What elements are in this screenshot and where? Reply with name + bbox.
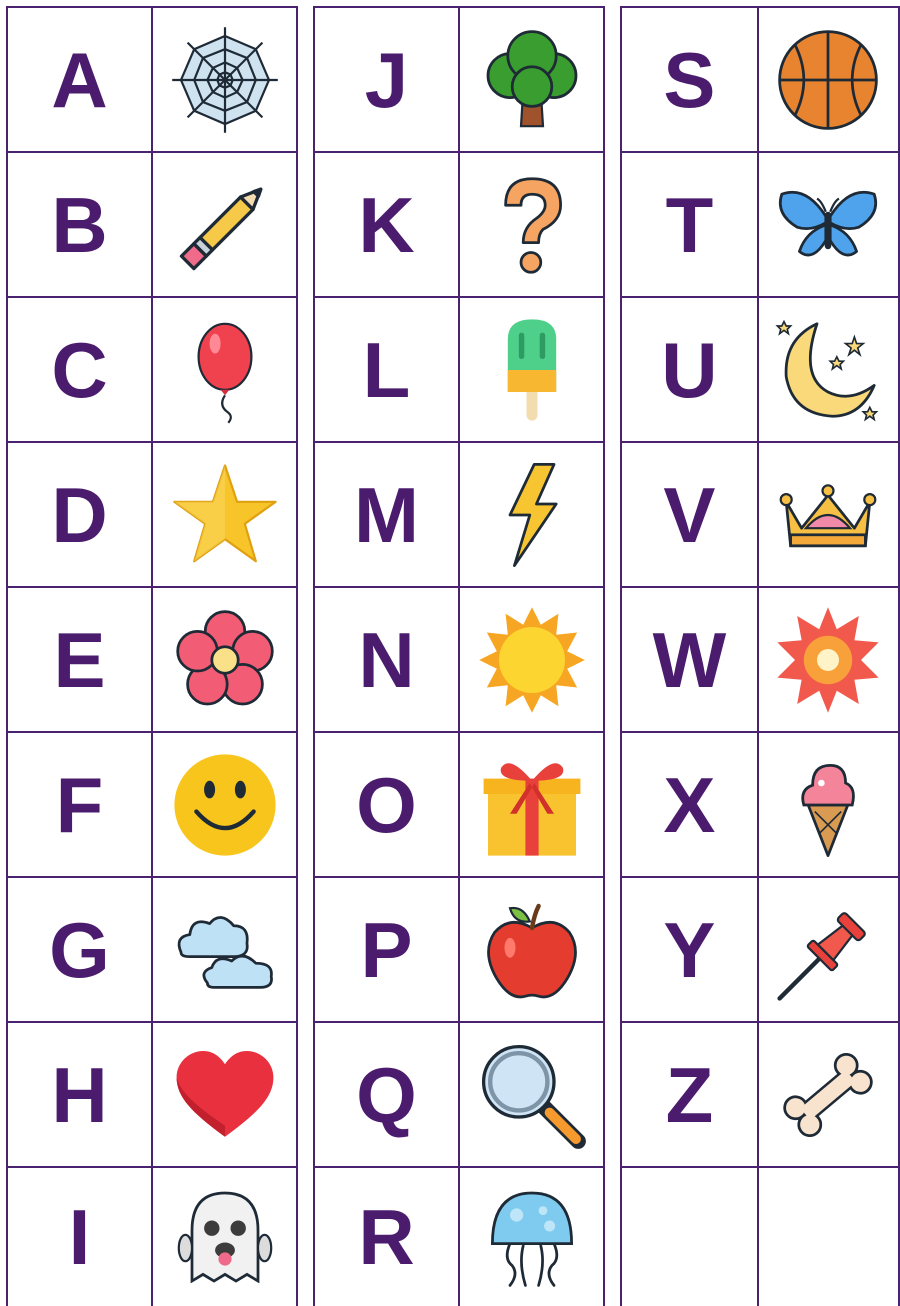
letter-cell-q bbox=[314, 1022, 459, 1167]
letter-h: H bbox=[51, 1050, 108, 1139]
magnifying-glass-icon bbox=[477, 1040, 587, 1150]
picture-cell-d bbox=[152, 442, 297, 587]
letter-z: Z bbox=[665, 1050, 714, 1139]
letter-u: U bbox=[661, 325, 718, 414]
picture-cell-a bbox=[152, 7, 297, 152]
letter-cell-m bbox=[314, 442, 459, 587]
gift-box-icon bbox=[477, 750, 587, 860]
picture-cell-k bbox=[459, 152, 604, 297]
letter-l: L bbox=[362, 325, 411, 414]
letter-c: C bbox=[51, 325, 108, 414]
picture-cell-j bbox=[459, 7, 604, 152]
sun-icon bbox=[477, 605, 587, 715]
letter-m: M bbox=[354, 470, 419, 559]
picture-cell-n bbox=[459, 587, 604, 732]
jellyfish-icon bbox=[477, 1182, 587, 1292]
letter-s: S bbox=[663, 35, 716, 124]
empty-letter-cell bbox=[621, 1167, 758, 1306]
alphabet-column-1 bbox=[6, 6, 298, 1306]
letter-cell-b bbox=[7, 152, 152, 297]
picture-cell-g bbox=[152, 877, 297, 1022]
bone-icon bbox=[773, 1040, 883, 1150]
letter-j: J bbox=[364, 35, 409, 124]
balloon-icon bbox=[170, 315, 280, 425]
crescent-moon-icon bbox=[773, 315, 883, 425]
picture-cell-s bbox=[758, 7, 899, 152]
letter-y: Y bbox=[663, 905, 716, 994]
ghost-icon bbox=[170, 1182, 280, 1292]
letter-cell-j bbox=[314, 7, 459, 152]
picture-cell-w bbox=[758, 587, 899, 732]
letter-cell-z bbox=[621, 1022, 758, 1167]
lightning-bolt-icon bbox=[477, 460, 587, 570]
empty-picture-cell bbox=[758, 1167, 899, 1306]
picture-cell-f bbox=[152, 732, 297, 877]
picture-cell-c bbox=[152, 297, 297, 442]
apple-icon bbox=[477, 895, 587, 1005]
push-pin-icon bbox=[773, 895, 883, 1005]
picture-cell-r bbox=[459, 1167, 604, 1306]
pencil-icon bbox=[170, 170, 280, 280]
picture-cell-i bbox=[152, 1167, 297, 1306]
letter-t: T bbox=[665, 180, 714, 269]
clouds-icon bbox=[170, 895, 280, 1005]
letter-cell-p bbox=[314, 877, 459, 1022]
picture-cell-v bbox=[758, 442, 899, 587]
letter-cell-s bbox=[621, 7, 758, 152]
letter-v: V bbox=[663, 470, 716, 559]
burst-icon bbox=[773, 605, 883, 715]
letter-cell-r bbox=[314, 1167, 459, 1306]
letter-f: F bbox=[55, 760, 104, 849]
picture-cell-o bbox=[459, 732, 604, 877]
letter-q: Q bbox=[356, 1050, 417, 1139]
picture-cell-q bbox=[459, 1022, 604, 1167]
picture-cell-h bbox=[152, 1022, 297, 1167]
letter-cell-y bbox=[621, 877, 758, 1022]
popsicle-icon bbox=[477, 315, 587, 425]
letter-cell-c bbox=[7, 297, 152, 442]
letter-cell-f bbox=[7, 732, 152, 877]
letter-cell-w bbox=[621, 587, 758, 732]
flower-icon bbox=[170, 605, 280, 715]
letter-e: E bbox=[53, 615, 106, 704]
letter-cell-d bbox=[7, 442, 152, 587]
picture-cell-m bbox=[459, 442, 604, 587]
letter-cell-h bbox=[7, 1022, 152, 1167]
letter-o: O bbox=[356, 760, 417, 849]
ice-cream-cone-icon bbox=[773, 750, 883, 860]
letter-w: W bbox=[652, 615, 727, 704]
letter-cell-t bbox=[621, 152, 758, 297]
picture-cell-y bbox=[758, 877, 899, 1022]
letter-n: N bbox=[358, 615, 415, 704]
letter-cell-l bbox=[314, 297, 459, 442]
letter-x: X bbox=[663, 760, 716, 849]
picture-cell-x bbox=[758, 732, 899, 877]
letter-cell-o bbox=[314, 732, 459, 877]
letter-p: P bbox=[360, 905, 413, 994]
alphabet-column-3 bbox=[620, 6, 900, 1306]
letter-r: R bbox=[358, 1193, 415, 1281]
letter-cell-g bbox=[7, 877, 152, 1022]
basketball-icon bbox=[773, 25, 883, 135]
picture-cell-b bbox=[152, 152, 297, 297]
letter-cell-a bbox=[7, 7, 152, 152]
picture-cell-p bbox=[459, 877, 604, 1022]
letter-cell-i bbox=[7, 1167, 152, 1306]
picture-cell-t bbox=[758, 152, 899, 297]
crown-icon bbox=[773, 460, 883, 570]
picture-cell-u bbox=[758, 297, 899, 442]
letter-cell-v bbox=[621, 442, 758, 587]
butterfly-icon bbox=[773, 170, 883, 280]
heart-icon bbox=[170, 1040, 280, 1150]
tree-icon bbox=[477, 25, 587, 135]
letter-cell-k bbox=[314, 152, 459, 297]
smiley-face-icon bbox=[170, 750, 280, 860]
picture-cell-z bbox=[758, 1022, 899, 1167]
letter-cell-e bbox=[7, 587, 152, 732]
letter-a: A bbox=[51, 35, 108, 124]
letter-d: D bbox=[51, 470, 108, 559]
letter-b: B bbox=[51, 180, 108, 269]
letter-cell-u bbox=[621, 297, 758, 442]
question-mark-icon bbox=[477, 170, 587, 280]
star-icon bbox=[170, 460, 280, 570]
spider-web-icon bbox=[170, 25, 280, 135]
picture-cell-e bbox=[152, 587, 297, 732]
letter-cell-n bbox=[314, 587, 459, 732]
letter-g: G bbox=[49, 905, 110, 994]
alphabet-column-2 bbox=[313, 6, 605, 1306]
letter-cell-x bbox=[621, 732, 758, 877]
letter-k: K bbox=[358, 180, 415, 269]
picture-cell-l bbox=[459, 297, 604, 442]
letter-i: I bbox=[68, 1193, 91, 1281]
